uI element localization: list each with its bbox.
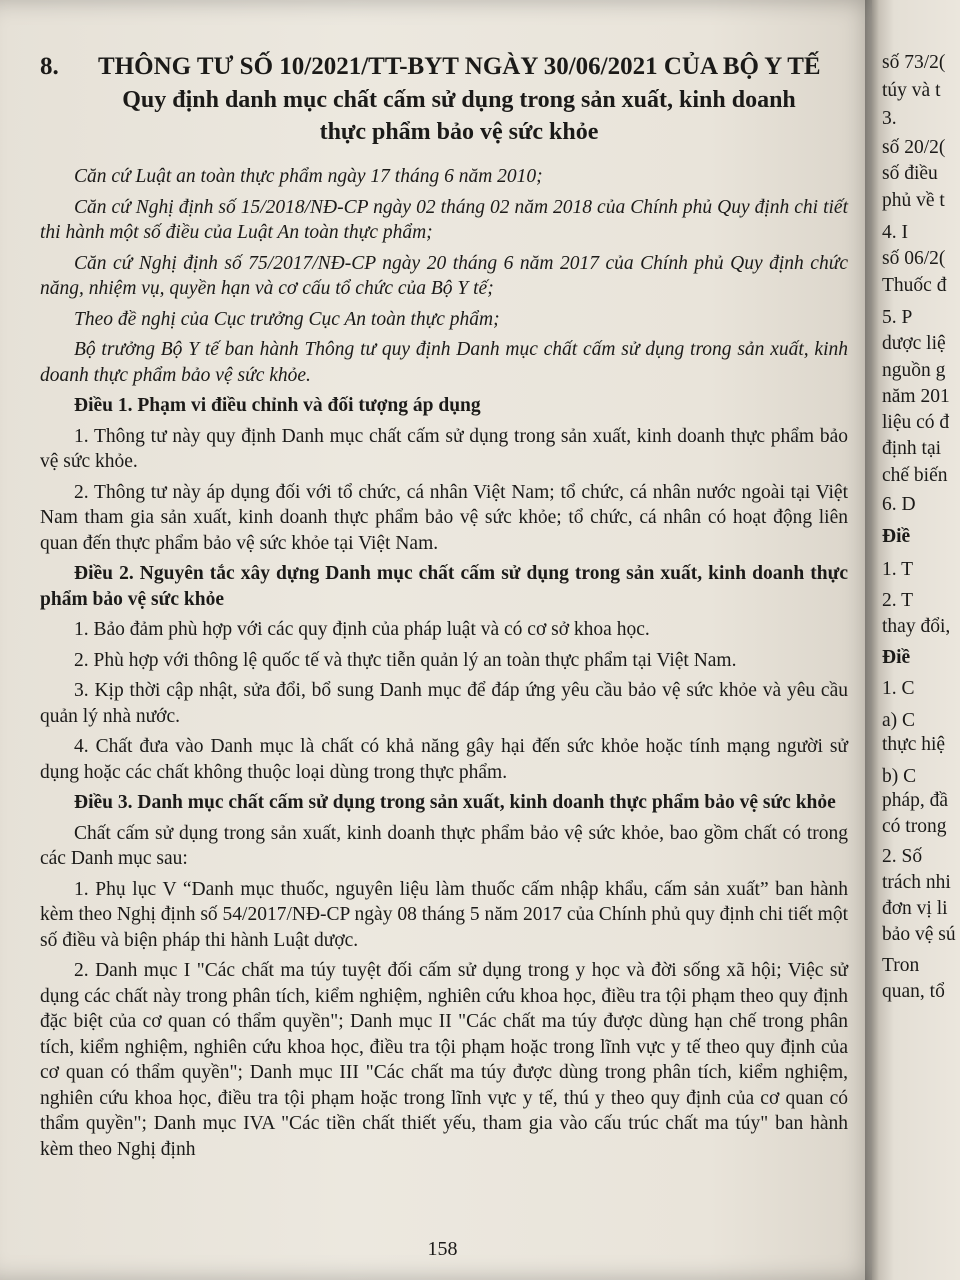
- right-page-fragment: 3.: [882, 108, 897, 129]
- right-page: [872, 0, 960, 1280]
- section-title: THÔNG TƯ SỐ 10/2021/TT-BYT NGÀY 30/06/2021 CỦA BỘ Y TẾ: [98, 53, 821, 80]
- right-page-fragment: 2. T: [882, 590, 914, 611]
- right-page-fragment: bảo vệ sú: [882, 924, 956, 945]
- subtitle-line: thực phẩm bảo vệ sức khỏe: [319, 119, 599, 145]
- paragraph: Theo đề nghị của Cục trưởng Cục An toàn thực phẩm;: [74, 308, 500, 330]
- article-heading: Điều 2. Nguyên tắc xây dựng Danh mục chất cấm sử dụng trong sản xuất, kinh doanh thực phẩm bảo vệ sức khỏe: [40, 563, 848, 610]
- right-page-fragment: 4. I: [882, 222, 908, 243]
- right-page-fragment: 1. T: [882, 559, 914, 580]
- paragraph: 2. Thông tư này áp dụng đối với tổ chức, cá nhân Việt Nam; tổ chức, cá nhân nước ngoài tại Việt Nam tham gia sản xuất, kinh doanh thực phẩm bảo vệ sức khỏe; tổ chức, cá nhân có hoạt động liên quan đến thực phẩm bảo vệ sức khỏe tại Việt Nam.: [40, 481, 848, 554]
- right-page-fragment: Điề: [882, 526, 911, 547]
- paragraph: Bộ trưởng Bộ Y tế ban hành Thông tư quy định Danh mục chất cấm sử dụng trong sản xuất, kinh doanh thực phẩm bảo vệ sức khỏe.: [40, 339, 848, 386]
- right-page-fragment: trách nhi: [882, 872, 951, 893]
- right-page-fragment: dược liệ: [882, 333, 946, 354]
- right-page-fragment: 1. C: [882, 678, 915, 699]
- paragraph: 3. Kịp thời cập nhật, sửa đổi, bổ sung Danh mục để đáp ứng yêu cầu bảo vệ sức khỏe và yêu cầu quản lý nhà nước.: [40, 680, 848, 727]
- book-spine-shadow: [865, 0, 879, 1280]
- right-page-fragment: a) C: [882, 710, 916, 731]
- right-page-fragment: Tron: [882, 955, 920, 976]
- right-page-fragment: Thuốc đ: [882, 275, 947, 296]
- paragraph: 1. Phụ lục V “Danh mục thuốc, nguyên liệu làm thuốc cấm nhập khẩu, cấm sản xuất” ban hành kèm theo Nghị định số 54/2017/NĐ-CP ngày 08 tháng 5 năm 2017 của Chính phủ quy định chi tiết một số điều và biện pháp thi hành Luật dược.: [40, 878, 848, 951]
- right-page-fragment: số 06/2(: [882, 248, 946, 269]
- right-page-fragment: đơn vị li: [882, 898, 948, 919]
- right-page-fragment: số điều: [882, 163, 938, 184]
- right-page-fragment: pháp, đầ: [882, 790, 949, 811]
- right-page-fragment: quan, tổ: [882, 981, 945, 1002]
- paragraph: 2. Danh mục I "Các chất ma túy tuyệt đối cấm sử dụng trong y học và đời sống xã hội; Việc sử dụng các chất này trong phân tích, kiểm nghiệm, nghiên cứu khoa học, điều tra tội phạm theo quy định đặc biệt của cơ quan có thẩm quyền"; Danh mục II "Các chất ma túy được dùng hạn chế trong phân tích, kiểm nghiệm, nghiên cứu khoa học, điều tra tội phạm hoặc trong lĩnh vực y tế theo quy định của cơ quan có thẩm quyền"; Danh mục III "Các chất ma túy được dùng trong phân tích, kiểm nghiệm, nghiên cứu khoa học, điều tra tội phạm hoặc trong lĩnh vực y tế, thú y theo quy định của cơ quan có thẩm quyền"; Danh mục IVA "Các tiền chất thiết yếu, tham gia vào cấu trúc chất ma túy" ban hành kèm theo Nghị định: [40, 960, 848, 1160]
- right-page-fragment: nguồn g: [882, 360, 946, 381]
- page-number: 158: [427, 1238, 458, 1260]
- right-page-fragment: phủ về t: [882, 190, 945, 211]
- document-heading: [40, 52, 848, 82]
- section-number: 8.: [40, 53, 59, 80]
- article-heading: Điều 1. Phạm vi điều chỉnh và đối tượng áp dụng: [74, 395, 481, 416]
- paragraph: Căn cứ Nghị định số 15/2018/NĐ-CP ngày 02 tháng 02 năm 2018 của Chính phủ Quy định chi tiết thi hành một số điều của Luật An toàn thực phẩm;: [40, 196, 848, 243]
- right-page-fragment: túy và t: [882, 80, 941, 101]
- paragraph: Căn cứ Nghị định số 75/2017/NĐ-CP ngày 20 tháng 6 năm 2017 của Chính phủ Quy định chức năng, nhiệm vụ, quyền hạn và cơ cấu tổ chức của Bộ Y tế;: [40, 252, 848, 299]
- right-page-fragment: số 73/2(: [882, 52, 946, 73]
- right-page-fragment: năm 201: [882, 386, 950, 407]
- right-page-fragment: thực hiệ: [882, 734, 946, 755]
- document-body: [40, 164, 848, 1162]
- document-subtitle: [40, 84, 848, 148]
- paragraph: Căn cứ Luật an toàn thực phẩm ngày 17 tháng 6 năm 2010;: [74, 166, 543, 187]
- document-content: [40, 52, 848, 1167]
- right-page-fragment: liệu có đ: [882, 412, 950, 433]
- paragraph: 1. Thông tư này quy định Danh mục chất cấm sử dụng trong sản xuất, kinh doanh thực phẩm bảo vệ sức khỏe.: [40, 425, 848, 472]
- right-page-fragment: b) C: [882, 766, 917, 787]
- subtitle-line: Quy định danh mục chất cấm sử dụng trong sản xuất, kinh doanh: [122, 87, 796, 113]
- right-page-fragment: 2. Số: [882, 846, 923, 867]
- right-page-fragment: số 20/2(: [882, 137, 946, 158]
- right-page-fragment: chế biến: [882, 465, 948, 486]
- right-page-fragment: 5. P: [882, 307, 913, 328]
- paragraph: Chất cấm sử dụng trong sản xuất, kinh doanh thực phẩm bảo vệ sức khỏe, bao gồm chất có trong các Danh mục sau:: [40, 822, 848, 869]
- paragraph: 4. Chất đưa vào Danh mục là chất có khả năng gây hại đến sức khỏe hoặc tính mạng người sử dụng hoặc các chất không thuộc loại dùng trong thực phẩm.: [40, 736, 848, 783]
- right-page-fragment: Điề: [882, 647, 911, 668]
- right-page-fragment: thay đổi,: [882, 616, 951, 637]
- paragraph: 2. Phù hợp với thông lệ quốc tế và thực tiễn quản lý an toàn thực phẩm tại Việt Nam.: [74, 649, 737, 671]
- right-page-fragment: 6. D: [882, 494, 916, 515]
- right-page-fragment: có trong: [882, 816, 947, 837]
- right-page-fragment: định tại: [882, 438, 942, 459]
- article-heading: Điều 3. Danh mục chất cấm sử dụng trong sản xuất, kinh doanh thực phẩm bảo vệ sức khỏe: [74, 792, 836, 813]
- paragraph: 1. Bảo đảm phù hợp với các quy định của pháp luật và có cơ sở khoa học.: [74, 619, 650, 640]
